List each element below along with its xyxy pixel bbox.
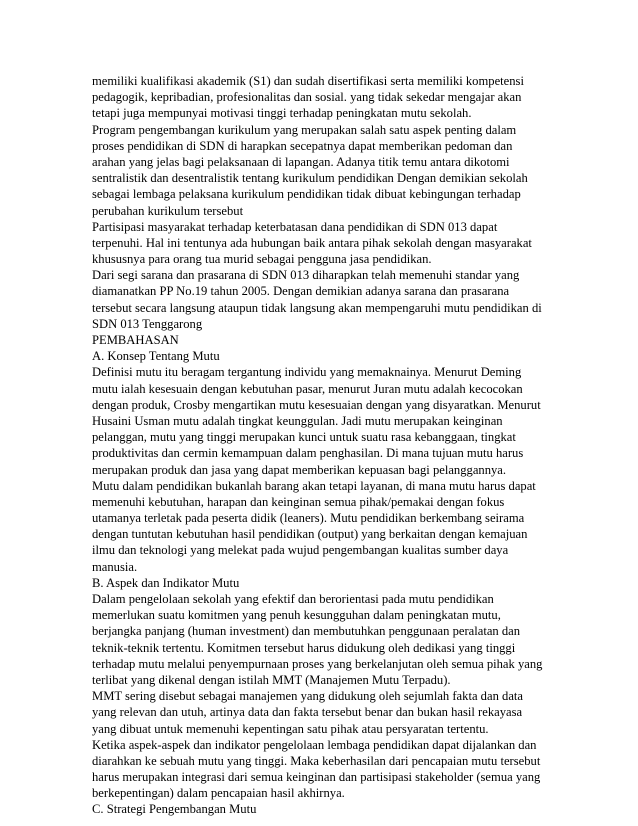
text-line: berkepentingan) dalam pencapaian hasil akhirnya. — [92, 786, 345, 801]
text-line: Definisi mutu itu beragam tergantung individu yang memaknainya. Menurut Deming — [92, 365, 522, 380]
text-line: Mutu dalam pendidikan bukanlah barang akan tetapi layanan, di mana mutu harus dapat — [92, 478, 536, 493]
text-line: tersebut secara langsung ataupun tidak langsung akan mempengaruhi mutu pendidikan di — [92, 300, 542, 315]
text-line: pelanggan, mutu yang tinggi merupakan kunci untuk suatu rasa kebanggaan, tingkat — [92, 430, 516, 445]
subsection-heading: C. Strategi Pengembangan Mutu — [92, 802, 257, 817]
text-line: ilmu dan teknologi yang melekat pada wujud pengembangan kualitas sumber daya — [92, 543, 509, 558]
text-line: perubahan kurikulum tersebut — [92, 203, 244, 218]
text-line: teknik-teknik tertentu. Komitmen tersebut harus didukung oleh dedikasi yang tinggi — [92, 640, 516, 655]
text-line: sentralistik dan desentralistik tentang kurikulum pendidikan Dengan demikian sekolah — [92, 171, 528, 186]
text-line: Dari segi sarana dan prasarana di SDN 013 diharapkan telah memenuhi standar yang — [92, 268, 520, 283]
text-line: memiliki kualifikasi akademik (S1) dan sudah disertifikasi serta memiliki kompetensi — [92, 74, 524, 88]
text-line: diamanatkan PP No.19 tahun 2005. Dengan demikian adanya sarana dan prasarana — [92, 284, 510, 299]
text-line: berjangka panjang (human investment) dan membutuhkan penggunaan peralatan dan — [92, 624, 521, 639]
section-heading: PEMBAHASAN — [92, 333, 179, 347]
text-line: harus merupakan integrasi dari semua keinginan dan partisipasi stakeholder (semua yang — [92, 770, 541, 785]
text-line: memenuhi kebutuhan, harapan dan keinginan semua pihak/pemakai dengan fokus — [92, 494, 505, 509]
subsection-heading: B. Aspek dan Indikator Mutu — [92, 575, 240, 590]
text-line: Program pengembangan kurikulum yang merupakan salah satu aspek penting dalam — [92, 122, 517, 137]
text-line: memerlukan suatu komitmen yang penuh kesungguhan dalam peningkatan mutu, — [92, 608, 501, 623]
text-line: Husaini Usman mutu adalah tingkat keunggulan. Jadi mutu merupakan keinginan — [92, 413, 503, 428]
text-line: Partisipasi masyarakat terhadap keterbatasan dana pendidikan di SDN 013 dapat — [92, 219, 498, 234]
text-line: utamanya terletak pada peserta didik (leaners). Mutu pendidikan berkembang seirama — [92, 511, 525, 526]
text-line: tetapi juga mempunyai motivasi tinggi terhadap peningkatan mutu sekolah. — [92, 106, 472, 121]
text-line: pedagogik, kepribadian, profesionalitas dan sosial. yang tidak sekedar mengajar akan — [92, 90, 522, 105]
text-line: diarahkan ke sebuah mutu yang tinggi. Maka keberhasilan dari pencapaian mutu tersebut — [92, 753, 541, 768]
text-line: manusia. — [92, 559, 138, 574]
text-line: MMT sering disebut sebagai manajemen yang didukung oleh sejumlah fakta dan data — [92, 689, 523, 704]
text-line: Ketika aspek-aspek dan indikator pengelolaan lembaga pendidikan dapat dijalankan dan — [92, 737, 537, 752]
text-line: proses pendidikan di SDN di harapkan secepatnya dapat memberikan pedoman dan — [92, 138, 513, 153]
text-line: terhadap mutu melalui penyempurnaan proses yang berkelanjutan oleh semua pihak yang — [92, 656, 543, 671]
text-line: terpenuhi. Hal ini tentunya ada hubungan baik antara pihak sekolah dengan masyarakat — [92, 235, 532, 250]
text-line: khususnya para orang tua murid sebagai pengguna jasa pendidikan. — [92, 252, 432, 267]
text-line: yang dibuat untuk memenuhi kepentingan satu pihak atau persyaratan tertentu. — [92, 721, 489, 736]
document-page — [92, 73, 550, 818]
text-line: merupakan produk dan jasa yang dapat memberikan kepuasan bagi pelanggannya. — [92, 462, 507, 477]
text-line: terlibat yang dikenal dengan istilah MMT (Manajemen Mutu Terpadu). — [92, 672, 451, 687]
text-line: yang relevan dan utuh, artinya data dan fakta tersebut benar dan bukan hasil rekayasa — [92, 705, 523, 720]
text-line: SDN 013 Tenggarong — [92, 316, 203, 331]
text-line: Dalam pengelolaan sekolah yang efektif dan berorientasi pada mutu pendidikan — [92, 592, 494, 606]
text-line: sebagai lembaga pelaksana kurikulum pendidikan tidak dibuat kebingungan terhadap — [92, 187, 521, 202]
text-line: produktivitas dan cermin kemampuan dalam penghasilan. Di mana tujuan mutu harus — [92, 446, 524, 461]
text-line: mutu ialah kesesuain dengan kebutuhan pasar, menurut Juran mutu adalah kecocokan — [92, 381, 523, 396]
text-line: dengan produk, Crosby mengartikan mutu kesesuaian dengan yang disyaratkan. Menurut — [92, 397, 541, 412]
text-line: arahan yang jelas bagi pelaksanaan di lapangan. Adanya titik temu antara dikotomi — [92, 154, 510, 169]
subsection-heading: A. Konsep Tentang Mutu — [92, 349, 220, 364]
text-line: dengan tuntutan kebutuhan hasil pendidikan (output) yang berkaitan dengan kemajuan — [92, 527, 528, 542]
